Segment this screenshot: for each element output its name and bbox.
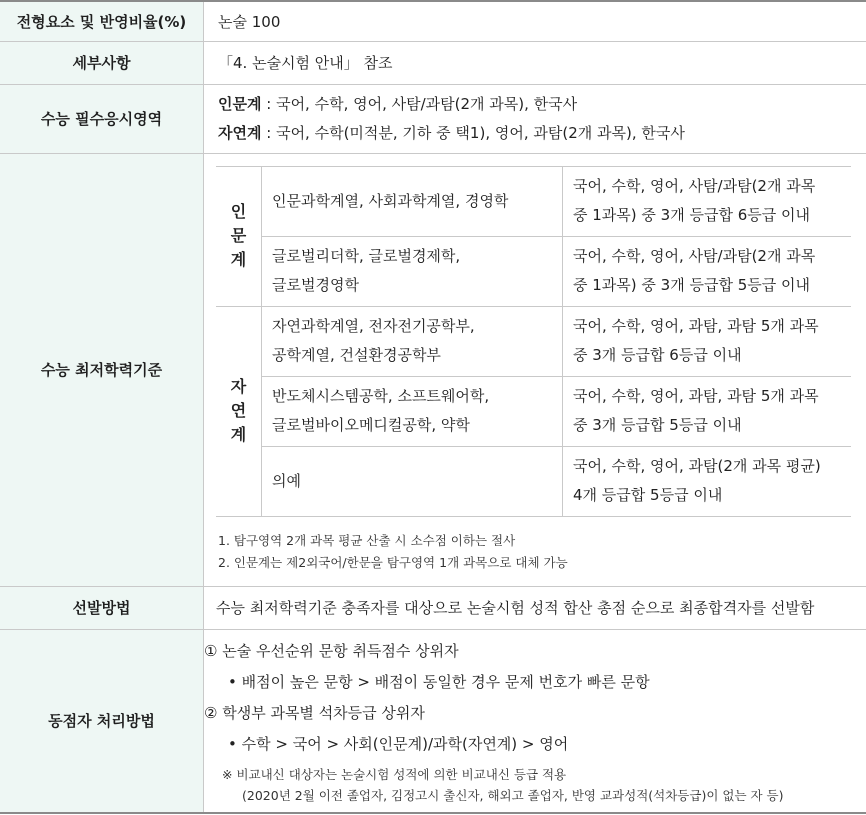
row-details-value: 「4. 논술시험 안내」 참조	[218, 54, 393, 72]
dept-line: 반도체시스템공학, 소프트웨어학,	[272, 387, 490, 405]
row-ratio-value: 논술 100	[218, 12, 281, 31]
tie-first: ① 논술 우선순위 문항 취득점수 상위자	[204, 641, 459, 660]
required-science	[218, 119, 866, 148]
tie-second-sub: • 수학 > 국어 > 사회(인문계)/과학(자연계) > 영어	[228, 734, 569, 753]
row-minimum-value	[204, 153, 866, 586]
tie-first-sub: • 배점이 높은 문항 > 배점이 동일한 경우 문제 번호가 빠른 문항	[228, 672, 650, 691]
row-details	[0, 41, 866, 84]
required-humanities	[218, 90, 866, 119]
row-tie-value	[204, 629, 866, 813]
criteria-line: 중 1과목) 중 3개 등급합 5등급 이내	[573, 276, 810, 294]
row-required-label: 수능 필수응시영역	[0, 84, 204, 153]
group-humanities	[216, 166, 262, 306]
group-science-text: 자 연 계	[230, 377, 247, 444]
minimum-row	[216, 236, 851, 306]
criteria-line: 중 3개 등급합 6등급 이내	[573, 346, 742, 364]
group-science	[216, 306, 262, 516]
criteria-line: 국어, 수학, 영어, 과탐, 과탐 5개 과목	[573, 317, 819, 335]
tie-note-detail: (2020년 2월 이전 졸업자, 김정고시 출신자, 해외고 졸업자, 반영 교과성적(석차등급)이 없는 자 등)	[242, 787, 784, 803]
criteria-cell	[563, 446, 852, 516]
criteria-cell	[563, 376, 852, 446]
humanities-subjects: : 국어, 수학, 영어, 사탐/과탐(2개 과목), 한국사	[261, 94, 578, 113]
tie-note: ※ 비교내신 대상자는 논술시험 성적에 의한 비교내신 등급 적용	[222, 766, 567, 782]
dept-line: 공학계열, 건설환경공학부	[272, 346, 441, 364]
row-ratio-label: 전형요소 및 반영비율(%)	[0, 1, 204, 41]
dept-cell	[262, 236, 563, 306]
row-ratio	[0, 1, 866, 41]
dept-cell	[262, 166, 563, 236]
row-selection	[0, 586, 866, 629]
row-selection-label: 선발방법	[0, 586, 204, 629]
dept-line: 인문과학계열, 사회과학계열, 경영학	[272, 191, 509, 210]
row-required-value	[204, 84, 866, 153]
science-subjects: : 국어, 수학(미적분, 기하 중 택1), 영어, 과탐(2개 과목), 한국사	[261, 123, 685, 142]
note-line: 2. 인문계는 제2외국어/한문을 탐구영역 1개 과목으로 대체 가능	[218, 554, 568, 570]
humanities-key: 인문계	[218, 94, 262, 113]
criteria-cell	[563, 166, 852, 236]
row-tie-label: 동점자 처리방법	[0, 629, 204, 813]
minimum-row	[216, 376, 851, 446]
criteria-line: 국어, 수학, 영어, 사탐/과탐(2개 과목	[573, 247, 816, 265]
minimum-row	[216, 306, 851, 376]
dept-line: 의예	[272, 471, 301, 490]
dept-cell	[262, 446, 563, 516]
row-tie	[0, 629, 866, 813]
row-selection-value: 수능 최저학력기준 충족자를 대상으로 논술시험 성적 합산 총점 순으로 최종합격자를 선발함	[216, 599, 815, 617]
criteria-line: 국어, 수학, 영어, 과탐(2개 과목 평균)	[573, 457, 821, 475]
tie-second: ② 학생부 과목별 석차등급 상위자	[204, 703, 425, 722]
criteria-line: 중 1과목) 중 3개 등급합 6등급 이내	[573, 206, 810, 224]
group-humanities-text: 인 문 계	[230, 202, 247, 269]
science-key: 자연계	[218, 123, 262, 142]
criteria-cell	[563, 306, 852, 376]
dept-line: 글로벌경영학	[272, 276, 359, 294]
dept-cell	[262, 306, 563, 376]
minimum-row	[216, 446, 851, 516]
criteria-line: 국어, 수학, 영어, 사탐/과탐(2개 과목	[573, 177, 816, 195]
minimum-notes	[218, 530, 568, 574]
row-minimum	[0, 153, 866, 586]
note-line: 1. 탐구영역 2개 과목 평균 산출 시 소수점 이하는 절사	[218, 532, 516, 548]
minimum-row	[216, 166, 851, 236]
dept-line: 글로벌리더학, 글로벌경제학,	[272, 247, 461, 265]
dept-cell	[262, 376, 563, 446]
minimum-criteria-table	[216, 166, 851, 517]
dept-line: 자연과학계열, 전자전기공학부,	[272, 317, 475, 335]
row-required	[0, 84, 866, 153]
dept-line: 글로벌바이오메디컬공학, 약학	[272, 416, 470, 434]
criteria-line: 국어, 수학, 영어, 과탐, 과탐 5개 과목	[573, 387, 819, 405]
criteria-line: 4개 등급합 5등급 이내	[573, 486, 723, 504]
criteria-line: 중 3개 등급합 5등급 이내	[573, 416, 742, 434]
row-details-label: 세부사항	[0, 41, 204, 84]
row-minimum-label: 수능 최저학력기준	[0, 153, 204, 586]
criteria-cell	[563, 236, 852, 306]
